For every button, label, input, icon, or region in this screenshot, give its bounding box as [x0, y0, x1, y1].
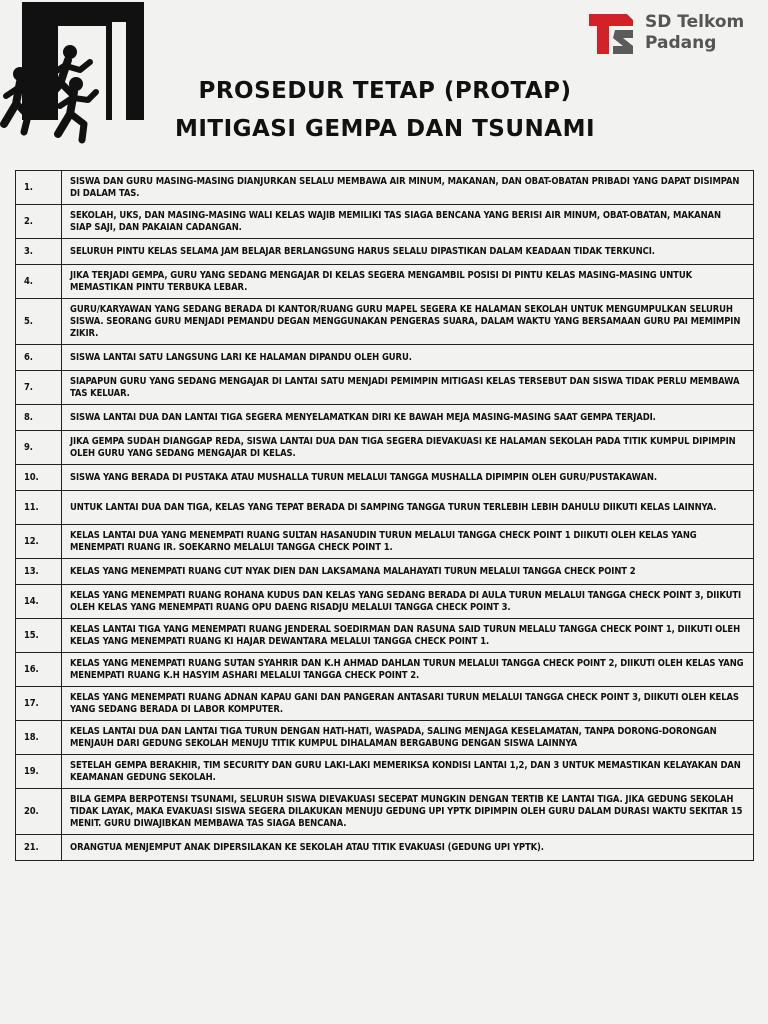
logo-line-1: SD Telkom — [645, 12, 745, 32]
row-text: UNTUK LANTAI DUA DAN TIGA, KELAS YANG TEPAT BERADA DI SAMPING TANGGA TURUN TERLEBIH LEBIH DAHULU DIIKUTI KELAS LAINNYA. — [62, 491, 754, 525]
table-row — [16, 755, 754, 789]
evacuation-door-icon — [0, 0, 148, 146]
row-text: BILA GEMPA BERPOTENSI TSUNAMI, SELURUH SISWA DIEVAKUASI SECEPAT MUNGKIN DENGAN TERTIB KE LANTAI TIGA. JIKA GEDUNG SEKOLAH TIDAK LAYAK, MAKA EVAKUASI SISWA SEGERA DILAKUKAN MENUJU GEDUNG UPI YPTK DIPIMPIN OLEH GURU DALAM DURASI WAKTU SEKITAR 15 MENIT. GURU DIWAJIBKAN MEMBAWA TAS SIAGA BENCANA. — [62, 789, 754, 835]
row-text: KELAS LANTAI DUA YANG MENEMPATI RUANG SULTAN HASANUDIN TURUN MELALUI TANGGA CHECK POINT 1 DIIKUTI OLEH KELAS YANG MENEMPATI RUANG IR. SOEKARNO MELALUI TANGGA CHECK POINT 1. — [62, 525, 754, 559]
table-row — [16, 405, 754, 431]
row-text: KELAS LANTAI TIGA YANG MENEMPATI RUANG JENDERAL SOEDIRMAN DAN RASUNA SAID TURUN MELALU TANGGA CHECK POINT 1, DIIKUTI OLEH KELAS YANG MENEMPATI RUANG KI HAJAR DEWANTARA MELALUI TANGGA CHECK POINT 1. — [62, 619, 754, 653]
protap-table — [15, 170, 754, 861]
table-row — [16, 205, 754, 239]
row-text: SETELAH GEMPA BERAKHIR, TIM SECURITY DAN GURU LAKI-LAKI MEMERIKSA KONDISI LANTAI 1,2, DAN 3 UNTUK MEMASTIKAN KELAYAKAN DAN KEAMANAN GEDUNG SEKOLAH. — [62, 755, 754, 789]
row-number: 14. — [16, 585, 62, 619]
table-row — [16, 721, 754, 755]
row-number: 5. — [16, 299, 62, 345]
table-row — [16, 491, 754, 525]
header — [0, 0, 768, 170]
row-number: 9. — [16, 431, 62, 465]
row-number: 10. — [16, 465, 62, 491]
row-text: KELAS YANG MENEMPATI RUANG ROHANA KUDUS DAN KELAS YANG SEDANG BERADA DI AULA TURUN MELALUI TANGGA CHECK POINT 3, DIIKUTI OLEH KELAS YANG MENEMPATI RUANG OPU DAENG RISADJU MELALUI TANGGA CHECK POINT 3. — [62, 585, 754, 619]
row-number: 2. — [16, 205, 62, 239]
row-text: SISWA LANTAI DUA DAN LANTAI TIGA SEGERA MENYELAMATKAN DIRI KE BAWAH MEJA MASING-MASING SAAT GEMPA TERJADI. — [62, 405, 754, 431]
school-logo — [587, 8, 762, 58]
table-row — [16, 299, 754, 345]
row-text: SELURUH PINTU KELAS SELAMA JAM BELAJAR BERLANGSUNG HARUS SELALU DIPASTIKAN DALAM KEADAAN TIDAK TERKUNCI. — [62, 239, 754, 265]
row-number: 15. — [16, 619, 62, 653]
row-number: 17. — [16, 687, 62, 721]
row-number: 11. — [16, 491, 62, 525]
title-line-1: PROSEDUR TETAP (PROTAP) — [198, 78, 572, 104]
row-number: 7. — [16, 371, 62, 405]
row-number: 19. — [16, 755, 62, 789]
table-row — [16, 431, 754, 465]
table-row — [16, 653, 754, 687]
row-number: 18. — [16, 721, 62, 755]
row-number: 6. — [16, 345, 62, 371]
table-row — [16, 789, 754, 835]
row-number: 1. — [16, 171, 62, 205]
table-row — [16, 619, 754, 653]
row-text: KELAS YANG MENEMPATI RUANG SUTAN SYAHRIR DAN K.H AHMAD DAHLAN TURUN MELALUI TANGGA CHECK POINT 2, DIIKUTI OLEH KELAS YANG MENEMPATI RUANG K.H HASYIM ASHARI MELALUI TANGGA CHECK POINT 2. — [62, 653, 754, 687]
table-row — [16, 239, 754, 265]
row-number: 20. — [16, 789, 62, 835]
table-row — [16, 835, 754, 861]
row-text: SIAPAPUN GURU YANG SEDANG MENGAJAR DI LANTAI SATU MENJADI PEMIMPIN MITIGASI KELAS TERSEBUT DAN SISWA TIDAK PERLU MEMBAWA TAS KELUAR. — [62, 371, 754, 405]
page-title — [150, 72, 620, 148]
table-row — [16, 371, 754, 405]
row-text: GURU/KARYAWAN YANG SEDANG BERADA DI KANTOR/RUANG GURU MAPEL SEGERA KE HALAMAN SEKOLAH UNTUK MENGUMPULKAN SELURUH SISWA. SEORANG GURU MENJADI PEMANDU DEGAN MENGGUNAKAN PENGERAS SUARA, DALAM WAKTU YANG BERSAMAAN GURU PAI MEMIMPIN ZIKIR. — [62, 299, 754, 345]
row-text: KELAS YANG MENEMPATI RUANG ADNAN KAPAU GANI DAN PANGERAN ANTASARI TURUN MELALUI TANGGA CHECK POINT 3, DIIKUTI OLEH KELAS YANG SEDANG BERADA DI LABOR KOMPUTER. — [62, 687, 754, 721]
table-row — [16, 525, 754, 559]
row-text: SISWA YANG BERADA DI PUSTAKA ATAU MUSHALLA TURUN MELALUI TANGGA MUSHALLA DIPIMPIN OLEH GURU/PUSTAKAWAN. — [62, 465, 754, 491]
row-text: JIKA TERJADI GEMPA, GURU YANG SEDANG MENGAJAR DI KELAS SEGERA MENGAMBIL POSISI DI PINTU KELAS MASING-MASING UNTUK MEMASTIKAN PINTU TERBUKA LEBAR. — [62, 265, 754, 299]
row-text: ORANGTUA MENJEMPUT ANAK DIPERSILAKAN KE SEKOLAH ATAU TITIK EVAKUASI (GEDUNG UPI YPTK). — [62, 835, 754, 861]
table-row — [16, 687, 754, 721]
logo-text — [645, 12, 744, 54]
table-row — [16, 345, 754, 371]
row-number: 8. — [16, 405, 62, 431]
title-line-2: MITIGASI GEMPA DAN TSUNAMI — [174, 116, 596, 142]
table-row — [16, 465, 754, 491]
row-text: JIKA GEMPA SUDAH DIANGGAP REDA, SISWA LANTAI DUA DAN TIGA SEGERA DIEVAKUASI KE HALAMAN SEKOLAH PADA TITIK KUMPUL DIPIMPIN OLEH GURU YANG SEDANG MENGAJAR DI KELAS. — [62, 431, 754, 465]
row-number: 16. — [16, 653, 62, 687]
row-text: KELAS YANG MENEMPATI RUANG CUT NYAK DIEN DAN LAKSAMANA MALAHAYATI TURUN MELALUI TANGGA CHECK POINT 2 — [62, 559, 754, 585]
table-row — [16, 265, 754, 299]
row-number: 3. — [16, 239, 62, 265]
row-text: SEKOLAH, UKS, DAN MASING-MASING WALI KELAS WAJIB MEMILIKI TAS SIAGA BENCANA YANG BERISI AIR MINUM, OBAT-OBATAN, MAKANAN SIAP SAJI, DAN PAKAIAN CADANGAN. — [62, 205, 754, 239]
row-number: 12. — [16, 525, 62, 559]
logo-line-2: Padang — [645, 33, 717, 53]
row-number: 13. — [16, 559, 62, 585]
row-text: SISWA LANTAI SATU LANGSUNG LARI KE HALAMAN DIPANDU OLEH GURU. — [62, 345, 754, 371]
table-row — [16, 585, 754, 619]
row-text: KELAS LANTAI DUA DAN LANTAI TIGA TURUN DENGAN HATI-HATI, WASPADA, SALING MENJAGA KESELAMATAN, TANPA DORONG-DORONGAN MENJAUH DARI GEDUNG SEKOLAH MENUJU TITIK KUMPUL DIHALAMAN BERGABUNG DENGAN SISWA LAINNYA — [62, 721, 754, 755]
telkom-ts-logo-icon — [587, 10, 637, 56]
row-text: SISWA DAN GURU MASING-MASING DIANJURKAN SELALU MEMBAWA AIR MINUM, MAKANAN, DAN OBAT-OBATAN PRIBADI YANG DAPAT DISIMPAN DI DALAM TAS. — [62, 171, 754, 205]
table-row — [16, 171, 754, 205]
row-number: 4. — [16, 265, 62, 299]
table-row — [16, 559, 754, 585]
row-number: 21. — [16, 835, 62, 861]
